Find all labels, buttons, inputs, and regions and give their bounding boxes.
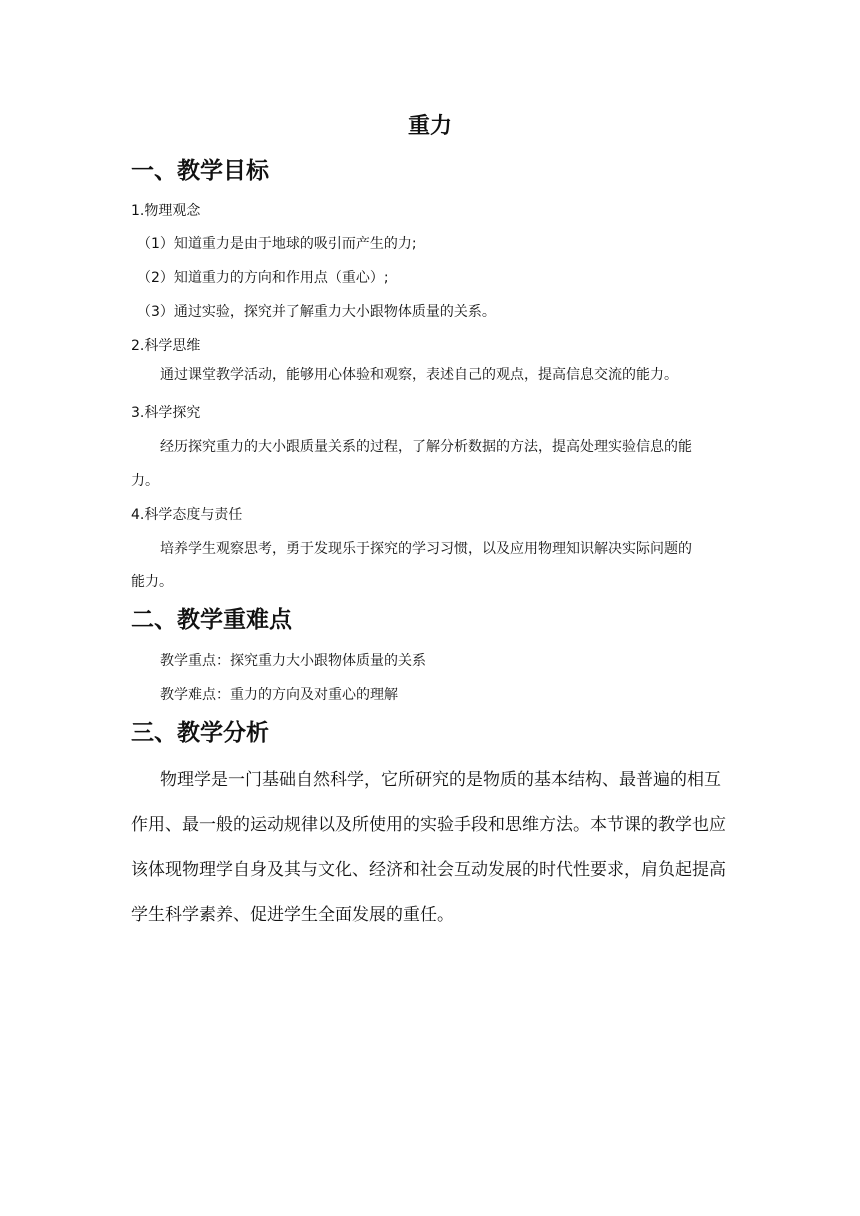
analysis-line: 物理学是一门基础自然科学，它所研究的是物质的基本结构、最普遍的相互 <box>160 770 721 790</box>
paragraph-line: 培养学生观察思考，勇于发现乐于探究的学习习惯，以及应用物理知识解决实际问题的 <box>160 541 692 557</box>
subheading-physics-concept: 1.物理观念 <box>131 203 201 219</box>
section-heading-teaching-goals: 一、教学目标 <box>131 158 269 184</box>
paragraph-line: 力。 <box>131 473 159 489</box>
paragraph-line: 经历探究重力的大小跟质量关系的过程，了解分析数据的方法，提高处理实验信息的能 <box>160 439 692 455</box>
key-point: 教学重点：探究重力大小跟物体质量的关系 <box>160 653 426 669</box>
goal-item: （1）知道重力是由于地球的吸引而产生的力; <box>137 236 417 252</box>
difficult-point: 教学难点：重力的方向及对重心的理解 <box>160 687 398 703</box>
section-heading-teaching-analysis: 三、教学分析 <box>131 720 269 746</box>
subheading-scientific-inquiry: 3.科学探究 <box>131 405 201 421</box>
subheading-attitude-responsibility: 4.科学态度与责任 <box>131 507 243 523</box>
section-heading-key-difficult-points: 二、教学重难点 <box>131 607 292 633</box>
goal-item: （2）知道重力的方向和作用点（重心）; <box>137 270 389 286</box>
paragraph-line: 能力。 <box>131 574 173 590</box>
paragraph-scientific-thinking: 通过课堂教学活动，能够用心体验和观察，表述自己的观点，提高信息交流的能力。 <box>160 367 678 383</box>
analysis-line: 该体现物理学自身及其与文化、经济和社会互动发展的时代性要求，肩负起提高 <box>131 860 726 880</box>
analysis-line: 作用、最一般的运动规律以及所使用的实验手段和思维方法。本节课的教学也应 <box>131 815 726 835</box>
goal-item: （3）通过实验，探究并了解重力大小跟物体质量的关系。 <box>137 304 496 320</box>
analysis-line: 学生科学素养、促进学生全面发展的重任。 <box>131 905 454 925</box>
subheading-scientific-thinking: 2.科学思维 <box>131 338 201 354</box>
document-title: 重力 <box>407 114 452 139</box>
